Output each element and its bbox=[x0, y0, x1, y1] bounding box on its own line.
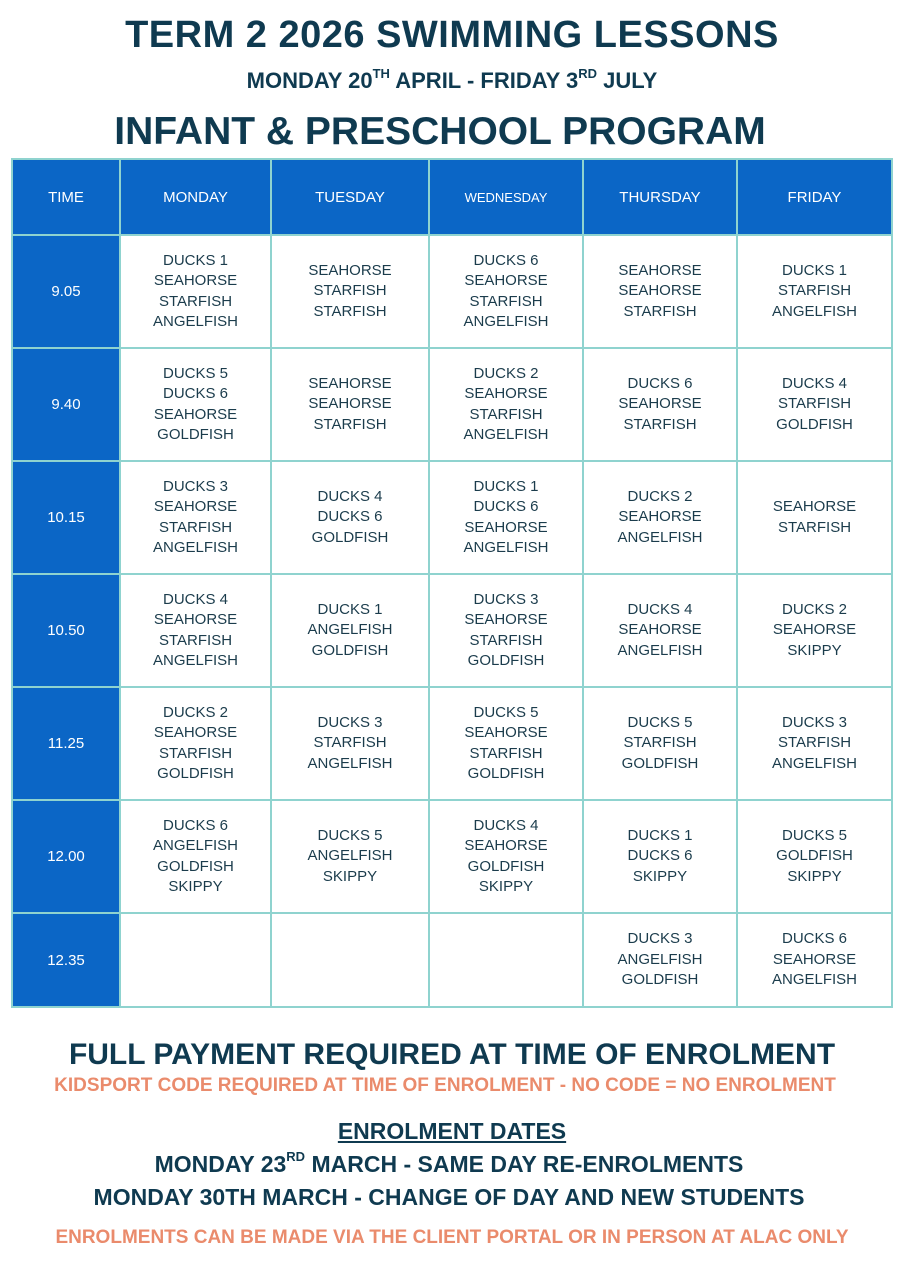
class-name: ANGELFISH bbox=[463, 426, 549, 443]
time-cell: 11.25 bbox=[12, 687, 120, 800]
class-name: STARFISH bbox=[469, 292, 543, 310]
class-name: ANGELFISH bbox=[307, 847, 393, 865]
class-name: DUCKS 6 bbox=[162, 816, 229, 834]
date-start-suffix: TH bbox=[372, 66, 390, 81]
class-name: DUCKS 3 bbox=[781, 713, 848, 731]
class-cell-thursday bbox=[583, 913, 737, 1007]
class-name: ANGELFISH bbox=[307, 621, 393, 639]
class-name: SEAHORSE bbox=[464, 837, 548, 854]
enrolment-date-1 bbox=[0, 1151, 898, 1178]
class-name: STARFISH bbox=[158, 292, 233, 310]
class-cell-wednesday bbox=[429, 913, 583, 1007]
enrolment-date-1-rest: MARCH - SAME DAY RE-ENROLMENTS bbox=[305, 1151, 744, 1177]
class-name: GOLDFISH bbox=[467, 765, 545, 782]
class-name: DUCKS 6 bbox=[627, 847, 693, 865]
class-cell-monday bbox=[120, 235, 271, 348]
enrolment-date-2: MONDAY 30TH MARCH - CHANGE OF DAY AND NEW STUDENTS bbox=[93, 1184, 805, 1210]
column-header-monday: MONDAY bbox=[120, 159, 271, 235]
enrolment-date-1-suffix: RD bbox=[286, 1149, 306, 1164]
class-name: SEAHORSE bbox=[464, 272, 548, 289]
program-title: INFANT & PRESCHOOL PROGRAM bbox=[114, 110, 766, 153]
class-name: SKIPPY bbox=[322, 867, 378, 885]
class-cell-tuesday bbox=[271, 235, 429, 348]
class-name: DUCKS 6 bbox=[473, 498, 539, 515]
class-cell-tuesday bbox=[271, 348, 429, 461]
class-cell-friday bbox=[737, 913, 892, 1007]
class-name: DUCKS 6 bbox=[781, 930, 848, 948]
class-name: ANGELFISH bbox=[152, 539, 239, 556]
class-name: DUCKS 1 bbox=[781, 261, 848, 279]
class-name: DUCKS 6 bbox=[627, 374, 693, 392]
class-name: STARFISH bbox=[313, 282, 387, 300]
class-name: SEAHORSE bbox=[618, 621, 702, 639]
class-name: GOLDFISH bbox=[621, 971, 699, 989]
class-name: ANGELFISH bbox=[463, 313, 549, 330]
class-cell-friday bbox=[737, 574, 892, 687]
column-header-friday: FRIDAY bbox=[737, 159, 892, 235]
class-name: SEAHORSE bbox=[464, 518, 548, 536]
table-row bbox=[12, 800, 892, 913]
class-name: DUCKS 3 bbox=[473, 590, 539, 608]
class-name: SEAHORSE bbox=[308, 395, 392, 413]
class-name: GOLDFISH bbox=[157, 857, 234, 875]
class-cell-thursday bbox=[583, 348, 737, 461]
time-cell: 12.00 bbox=[12, 800, 120, 913]
class-name: SEAHORSE bbox=[153, 405, 238, 423]
class-name: STARFISH bbox=[777, 734, 852, 752]
class-cell-tuesday bbox=[271, 913, 429, 1007]
table-row bbox=[12, 574, 892, 687]
class-name: ANGELFISH bbox=[771, 754, 858, 772]
class-cell-wednesday bbox=[429, 348, 583, 461]
class-cell-wednesday bbox=[429, 800, 583, 913]
enrolment-date-1-text: MONDAY 23 bbox=[154, 1151, 287, 1177]
class-name: STARFISH bbox=[158, 744, 233, 762]
class-name: STARFISH bbox=[158, 631, 233, 649]
class-name: GOLDFISH bbox=[467, 652, 545, 669]
class-name: DUCKS 6 bbox=[317, 508, 383, 526]
class-name: ANGELFISH bbox=[152, 837, 239, 854]
class-name: STARFISH bbox=[313, 415, 387, 433]
class-name: STARFISH bbox=[777, 282, 852, 300]
class-cell-monday bbox=[120, 913, 271, 1007]
table-row bbox=[12, 687, 892, 800]
class-name: STARFISH bbox=[623, 302, 697, 320]
class-name: SEAHORSE bbox=[153, 611, 238, 628]
term-dates bbox=[0, 68, 904, 94]
date-end-suffix: RD bbox=[578, 66, 598, 81]
payment-notice: FULL PAYMENT REQUIRED AT TIME OF ENROLMENT bbox=[68, 1038, 836, 1071]
class-name: STARFISH bbox=[777, 518, 852, 536]
class-name: SEAHORSE bbox=[772, 498, 857, 515]
class-name: SKIPPY bbox=[168, 878, 223, 895]
class-name: ANGELFISH bbox=[463, 539, 549, 556]
class-cell-thursday bbox=[583, 235, 737, 348]
class-cell-monday bbox=[120, 461, 271, 574]
kidsport-notice: KIDSPORT CODE REQUIRED AT TIME OF ENROLMENT - NO CODE = NO ENROLMENT bbox=[54, 1075, 836, 1096]
class-name: DUCKS 1 bbox=[473, 477, 539, 495]
class-cell-tuesday bbox=[271, 800, 429, 913]
class-name: SKIPPY bbox=[787, 641, 842, 659]
class-name: SKIPPY bbox=[787, 867, 842, 885]
class-name: GOLDFISH bbox=[621, 754, 699, 772]
page-title: TERM 2 2026 SWIMMING LESSONS bbox=[125, 14, 779, 56]
portal-notice: ENROLMENTS CAN BE MADE VIA THE CLIENT PORTAL OR IN PERSON AT ALAC ONLY bbox=[55, 1227, 849, 1248]
class-cell-thursday bbox=[583, 574, 737, 687]
table-row bbox=[12, 235, 892, 348]
class-name: DUCKS 2 bbox=[781, 600, 848, 618]
table-header-row bbox=[12, 159, 892, 235]
class-name: SKIPPY bbox=[632, 867, 688, 885]
class-name: DUCKS 5 bbox=[162, 364, 229, 382]
table-row bbox=[12, 348, 892, 461]
class-cell-wednesday bbox=[429, 461, 583, 574]
class-name: DUCKS 1 bbox=[317, 600, 383, 618]
class-name: ANGELFISH bbox=[617, 641, 703, 659]
class-cell-friday bbox=[737, 461, 892, 574]
class-name: STARFISH bbox=[158, 518, 233, 536]
class-cell-monday bbox=[120, 574, 271, 687]
class-name: ANGELFISH bbox=[617, 528, 703, 546]
class-cell-thursday bbox=[583, 687, 737, 800]
class-cell-monday bbox=[120, 800, 271, 913]
class-name: SEAHORSE bbox=[618, 261, 702, 279]
class-name: ANGELFISH bbox=[617, 950, 703, 968]
class-name: SEAHORSE bbox=[153, 272, 238, 289]
class-name: DUCKS 5 bbox=[627, 713, 693, 731]
column-header-time: TIME bbox=[12, 159, 120, 235]
class-name: DUCKS 6 bbox=[162, 385, 229, 402]
class-cell-thursday bbox=[583, 461, 737, 574]
class-name: DUCKS 4 bbox=[317, 487, 383, 505]
class-name: ANGELFISH bbox=[307, 754, 393, 772]
class-cell-friday bbox=[737, 348, 892, 461]
class-name: GOLDFISH bbox=[157, 765, 234, 782]
class-cell-thursday bbox=[583, 800, 737, 913]
lesson-schedule-table bbox=[11, 158, 893, 1008]
class-cell-tuesday bbox=[271, 461, 429, 574]
class-name: ANGELFISH bbox=[152, 313, 239, 330]
class-name: ANGELFISH bbox=[771, 302, 858, 320]
class-name: GOLDFISH bbox=[467, 857, 545, 875]
class-name: SEAHORSE bbox=[153, 724, 238, 741]
class-name: SEAHORSE bbox=[772, 621, 857, 639]
class-name: SEAHORSE bbox=[464, 611, 548, 628]
date-end: JULY bbox=[597, 68, 658, 93]
class-name: DUCKS 2 bbox=[473, 364, 539, 382]
column-header-tuesday: TUESDAY bbox=[271, 159, 429, 235]
class-cell-friday bbox=[737, 687, 892, 800]
class-name: SEAHORSE bbox=[618, 395, 702, 413]
class-name: STARFISH bbox=[623, 415, 697, 433]
class-name: DUCKS 6 bbox=[473, 251, 539, 269]
class-cell-friday bbox=[737, 235, 892, 348]
date-start: MONDAY 20 bbox=[246, 68, 373, 93]
class-name: SEAHORSE bbox=[618, 508, 702, 526]
class-name: SEAHORSE bbox=[772, 950, 857, 968]
class-cell-friday bbox=[737, 800, 892, 913]
class-name: STARFISH bbox=[313, 302, 387, 320]
class-cell-tuesday bbox=[271, 574, 429, 687]
class-name: SEAHORSE bbox=[153, 498, 238, 515]
class-name: DUCKS 4 bbox=[781, 374, 848, 392]
class-name: DUCKS 1 bbox=[162, 251, 229, 269]
class-name: GOLDFISH bbox=[157, 426, 234, 443]
class-cell-tuesday bbox=[271, 687, 429, 800]
class-name: STARFISH bbox=[469, 744, 543, 762]
class-name: STARFISH bbox=[777, 395, 852, 413]
class-name: GOLDFISH bbox=[776, 847, 853, 865]
class-name: STARFISH bbox=[469, 631, 543, 649]
time-cell: 9.05 bbox=[12, 235, 120, 348]
class-name: DUCKS 4 bbox=[627, 600, 693, 618]
enrolment-dates-heading: ENROLMENT DATES bbox=[337, 1118, 567, 1144]
class-name: DUCKS 3 bbox=[162, 477, 229, 495]
class-name: DUCKS 1 bbox=[627, 826, 693, 844]
class-name: DUCKS 4 bbox=[162, 590, 229, 608]
class-name: GOLDFISH bbox=[776, 415, 853, 433]
class-name: ANGELFISH bbox=[771, 971, 858, 989]
column-header-wednesday: WEDNESDAY bbox=[429, 159, 583, 235]
class-cell-wednesday bbox=[429, 687, 583, 800]
class-cell-wednesday bbox=[429, 574, 583, 687]
class-name: SEAHORSE bbox=[308, 374, 392, 392]
class-name: DUCKS 5 bbox=[317, 826, 383, 844]
class-name: GOLDFISH bbox=[311, 641, 389, 659]
table-row bbox=[12, 913, 892, 1007]
class-name: SKIPPY bbox=[478, 878, 534, 895]
class-name: SEAHORSE bbox=[464, 724, 548, 741]
class-name: DUCKS 5 bbox=[473, 703, 539, 721]
class-name: STARFISH bbox=[469, 405, 543, 423]
time-cell: 10.15 bbox=[12, 461, 120, 574]
class-name: STARFISH bbox=[313, 734, 387, 752]
class-name: ANGELFISH bbox=[152, 652, 239, 669]
time-cell: 9.40 bbox=[12, 348, 120, 461]
class-name: SEAHORSE bbox=[308, 261, 392, 279]
class-name: SEAHORSE bbox=[464, 385, 548, 402]
date-mid: APRIL - FRIDAY 3 bbox=[389, 68, 579, 93]
class-name: DUCKS 3 bbox=[627, 930, 693, 948]
class-name: SEAHORSE bbox=[618, 282, 702, 300]
class-name: DUCKS 4 bbox=[473, 816, 539, 834]
class-name: DUCKS 2 bbox=[627, 487, 693, 505]
time-cell: 10.50 bbox=[12, 574, 120, 687]
class-cell-wednesday bbox=[429, 235, 583, 348]
class-name: DUCKS 2 bbox=[162, 703, 229, 721]
table-row bbox=[12, 461, 892, 574]
time-cell: 12.35 bbox=[12, 913, 120, 1007]
class-cell-monday bbox=[120, 348, 271, 461]
class-cell-monday bbox=[120, 687, 271, 800]
class-name: STARFISH bbox=[623, 734, 697, 752]
class-name: GOLDFISH bbox=[311, 528, 389, 546]
class-name: DUCKS 5 bbox=[781, 826, 848, 844]
column-header-thursday: THURSDAY bbox=[583, 159, 737, 235]
class-name: DUCKS 3 bbox=[317, 713, 383, 731]
